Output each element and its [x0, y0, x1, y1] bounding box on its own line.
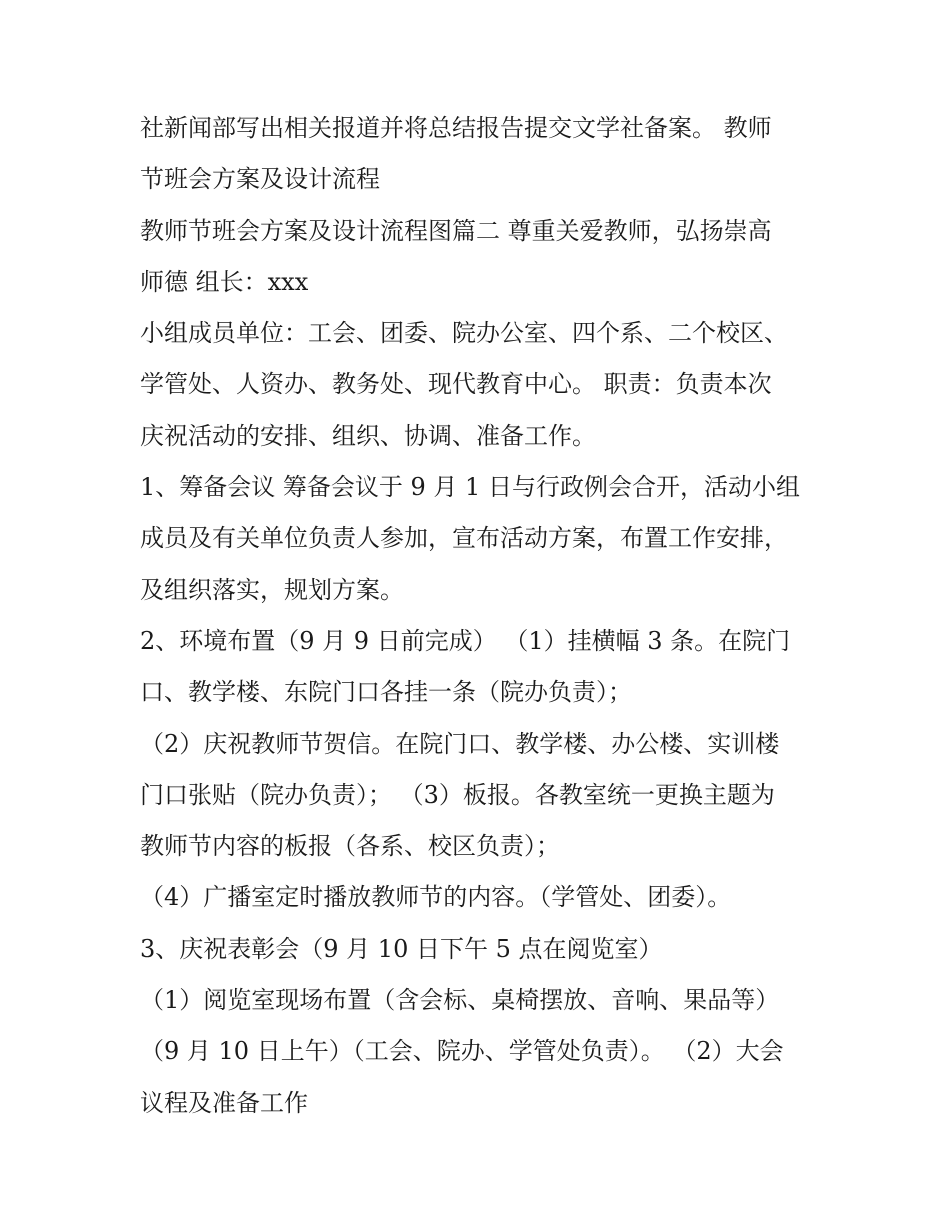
text-line: 师德 组长：xxx	[140, 267, 309, 296]
text-line: 门口张贴（院办负责）； （3）板报。各教室统一更换主题为	[140, 780, 775, 809]
text-line: 1、筹备会议 筹备会议于 9 月 1 日与行政例会合开，活动小组	[140, 473, 800, 502]
text-line: 及组织落实，规划方案。	[140, 575, 404, 604]
text-line: 庆祝活动的安排、组织、协调、准备工作。	[140, 421, 596, 450]
text-line: 成员及有关单位负责人参加，宣布活动方案，布置工作安排，	[140, 524, 788, 553]
text-line: （9 月 10 日上午）（工会、院办、学管处负责）。 （2）大会	[140, 1037, 784, 1066]
text-line: 2、环境布置（9 月 9 日前完成） （1）挂横幅 3 条。在院门	[140, 626, 791, 655]
text-line: 教师节班会方案及设计流程图篇二 尊重关爱教师，弘扬崇高	[140, 216, 772, 245]
text-line: （4）广播室定时播放教师节的内容。（学管处、团委）。	[140, 883, 732, 912]
text-line: 3、庆祝表彰会（9 月 10 日下午 5 点在阅览室）	[140, 934, 663, 963]
text-line: 节班会方案及设计流程	[140, 165, 380, 194]
text-line: 口、教学楼、东院门口各挂一条（院办负责）；	[140, 678, 632, 707]
text-line: 学管处、人资办、教务处、现代教育中心。 职责：负责本次	[140, 370, 772, 399]
text-line: 小组成员单位：工会、团委、院办公室、四个系、二个校区、	[140, 319, 788, 348]
text-line: 议程及准备工作	[140, 1088, 308, 1117]
text-line: 社新闻部写出相关报道并将总结报告提交文学社备案。 教师	[140, 114, 772, 142]
document-body	[140, 103, 810, 1129]
text-line: 教师节内容的板报（各系、校区负责）；	[140, 832, 560, 861]
text-line: （1）阅览室现场布置（含会标、桌椅摆放、音响、果品等）	[140, 986, 780, 1015]
text-line: （2）庆祝教师节贺信。在院门口、教学楼、办公楼、实训楼	[140, 729, 780, 758]
